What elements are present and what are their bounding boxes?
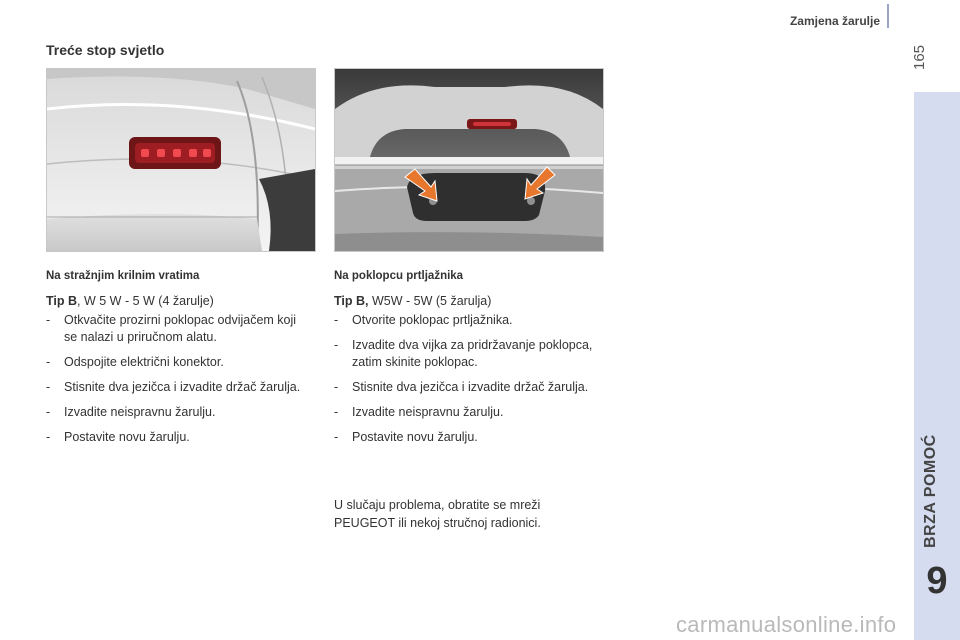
chapter-tab bbox=[914, 92, 960, 640]
list-item: - Stisnite dva jezičca i izvadite držač žarulja. bbox=[46, 379, 306, 396]
section-title: Treće stop svjetlo bbox=[46, 42, 165, 58]
list-item: - Otvorite poklopac prtljažnika. bbox=[334, 312, 594, 329]
list-item: - Postavite novu žarulju. bbox=[46, 429, 306, 446]
left-type-value: , W 5 W - 5 W (4 žarulje) bbox=[77, 294, 214, 308]
figure-rear-door-brake-light bbox=[46, 68, 316, 252]
list-item: - Stisnite dva jezičca i izvadite držač žarulja. bbox=[334, 379, 594, 396]
right-steps-list bbox=[334, 312, 594, 446]
page-number: 165 bbox=[911, 44, 928, 70]
right-type-line bbox=[334, 293, 594, 310]
list-item: - Postavite novu žarulju. bbox=[334, 429, 594, 446]
header-rule bbox=[887, 4, 889, 28]
list-item: - Odspojite električni konektor. bbox=[46, 354, 306, 371]
right-instructions bbox=[334, 268, 594, 454]
figure-tailgate-brake-light bbox=[334, 68, 604, 252]
list-item: - Otkvačite prozirni poklopac odvijačem koji se nalazi u priručnom alatu. bbox=[46, 312, 306, 346]
right-heading: Na poklopcu prtljažnika bbox=[334, 270, 464, 282]
list-item: - Izvadite neispravnu žarulju. bbox=[46, 404, 306, 421]
left-type-line bbox=[46, 293, 306, 310]
header-title: Zamjena žarulje bbox=[789, 14, 880, 28]
left-heading: Na stražnjim krilnim vratima bbox=[46, 270, 200, 282]
service-note: U slučaju problema, obratite se mreži PEUGEOT ili nekoj stručnoj radionici. bbox=[334, 498, 541, 530]
page-number-box bbox=[905, 40, 935, 80]
list-item: - Izvadite dva vijka za pridržavanje poklopca, zatim skinite poklopac. bbox=[334, 337, 594, 371]
rear-door-illustration bbox=[47, 69, 315, 251]
watermark: carmanualsonline.info bbox=[676, 612, 897, 637]
left-steps-list bbox=[46, 312, 306, 446]
right-type-label: Tip B, bbox=[334, 294, 369, 308]
chapter-number: 9 bbox=[926, 560, 948, 602]
tailgate-illustration bbox=[335, 69, 603, 251]
list-item: - Izvadite neispravnu žarulju. bbox=[334, 404, 594, 421]
chapter-title: BRZA POMOĆ bbox=[922, 434, 939, 548]
left-type-label: Tip B bbox=[46, 294, 78, 308]
left-instructions bbox=[46, 268, 306, 454]
right-type-value: W5W - 5W (5 žarulja) bbox=[368, 294, 492, 308]
